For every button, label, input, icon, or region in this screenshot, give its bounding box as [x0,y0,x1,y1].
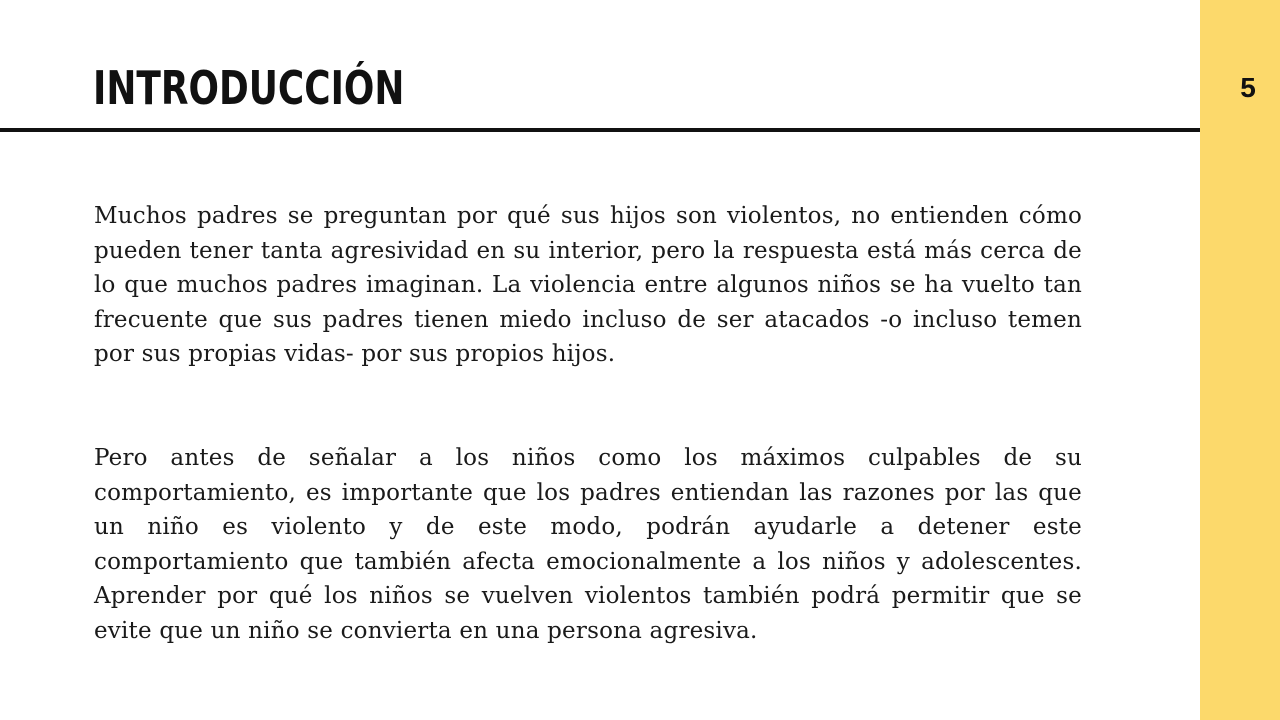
title-divider [0,128,1200,132]
page-number: 5 [1240,72,1256,103]
body-paragraph-2: Pero antes de señalar a los niños como los máximos culpables de su comportamiento, es importante que los padres entiendan las razones por las que un niño es violento y de este modo, podrán ayudarle a detener este comportamiento que también afecta emocionalmente a los niños y adolescentes. Aprender por qué los niños se vuelven violentos también podrá permitir que se evite que un niño se convierta en una persona agresiva. [94,445,1082,644]
accent-sidebar [1200,0,1280,720]
page-title: INTRODUCCIÓN [93,61,405,115]
body-paragraph-1: Muchos padres se preguntan por qué sus hijos son violentos, no entienden cómo pueden tener tanta agresividad en su interior, pero la respuesta está más cerca de lo que muchos padres imaginan. La violencia entre algunos niños se ha vuelto tan frecuente que sus padres tienen miedo incluso de ser atacados -o incluso temen por sus propias vidas- por sus propios hijos. [94,203,1082,367]
